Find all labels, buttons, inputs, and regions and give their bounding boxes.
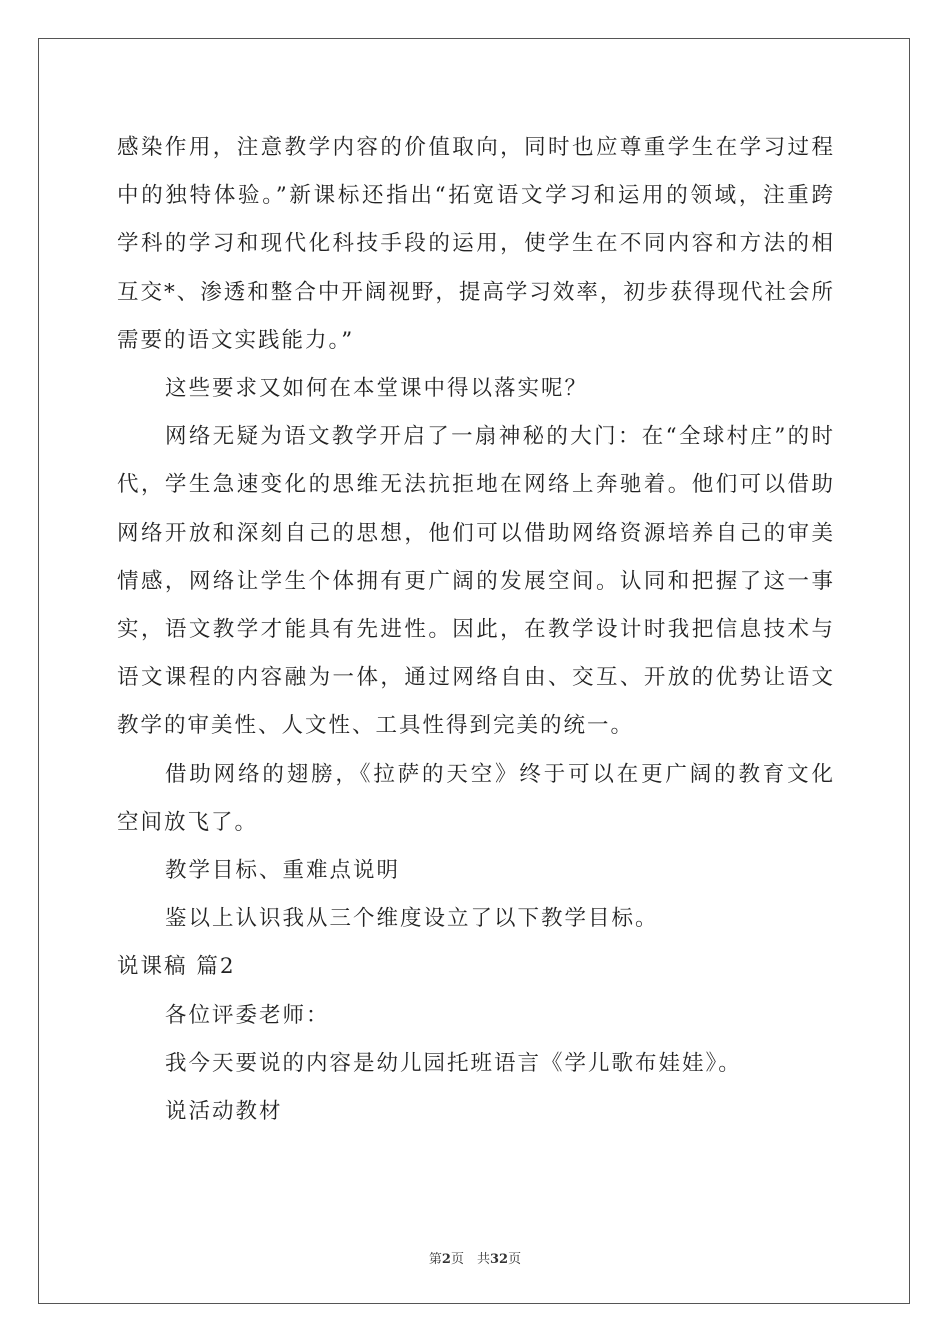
footer-suffix: 页 xyxy=(508,1252,522,1267)
paragraph-topic: 我今天要说的内容是幼儿园托班语言《学儿歌布娃娃》。 xyxy=(165,1050,742,1076)
paragraph-network: 网络无疑为语文教学开启了一扇神秘的大门：在“全球村庄”的时代，学生急速变化的思维无法抗拒地在网络上奔驰着。他们可以借助网络开放和深刻自己的思想，他们可以借助网络资源培养自己的审美情感，网络让学生个体拥有更广阔的发展空间。认同和把握了这一事实，语文教学才能具有先进性。因此，在教学设计时我把信息技术与语文课程的内容融为一体，通过网络自由、交互、开放的优势让语文教学的审美性、人文性、工具性得到完美的统一。 xyxy=(117,424,835,739)
paragraph-greeting: 各位评委老师： xyxy=(165,1002,330,1028)
paragraph-goals-intro: 鉴以上认识我从三个维度设立了以下教学目标。 xyxy=(165,906,659,932)
paragraph-wings: 借助网络的翅膀，《拉萨的天空》终于可以在更广阔的教育文化空间放飞了。 xyxy=(117,761,835,835)
paragraph-question: 这些要求又如何在本堂课中得以落实呢？ xyxy=(165,376,589,402)
footer-current-page: 2 xyxy=(441,1252,451,1267)
paragraph-continuation: 感染作用，注意教学内容的价值取向，同时也应尊重学生在学习过程中的独特体验。”新课标还指出“拓宽语文学习和运用的领域，注重跨学科的学习和现代化科技手段的运用，使学生在不同内容和方法的相互交*、渗透和整合中开阔视野，提高学习效率，初步获得现代社会所需要的语文实践能力。” xyxy=(117,135,835,353)
footer-prefix: 第 xyxy=(428,1252,442,1267)
section-heading-materials: 说活动教材 xyxy=(165,1099,283,1125)
footer-mid: 页 共 xyxy=(450,1252,490,1267)
article-title: 说课稿 篇2 xyxy=(117,954,236,980)
footer-total-pages: 32 xyxy=(489,1252,509,1267)
document-body xyxy=(117,124,835,1136)
section-heading-goals: 教学目标、重难点说明 xyxy=(165,858,401,884)
page-footer xyxy=(0,1248,950,1267)
